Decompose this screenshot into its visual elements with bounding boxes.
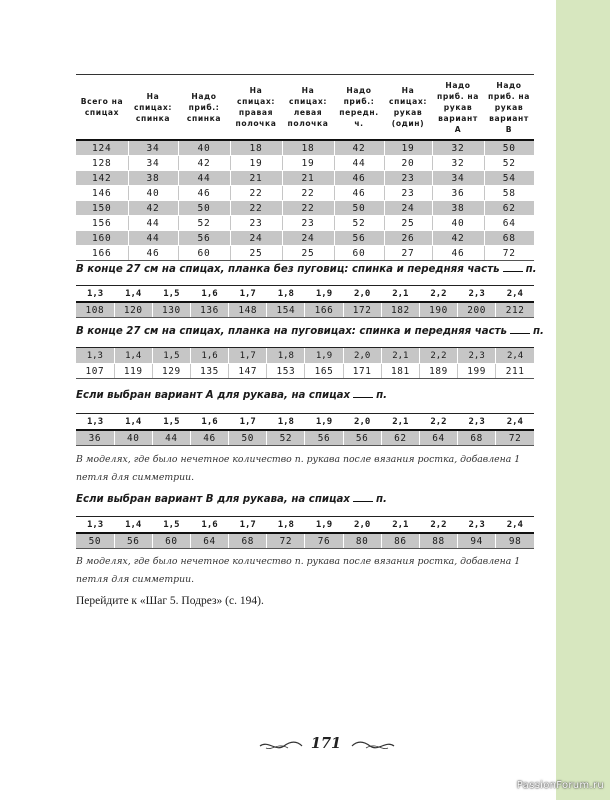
table-row bbox=[76, 156, 534, 171]
table-cell: 38 bbox=[432, 201, 484, 216]
gauge-cell: 1,8 bbox=[267, 414, 305, 431]
table-cell: 25 bbox=[282, 246, 334, 261]
table-cell: 23 bbox=[282, 216, 334, 231]
table-cell: 146 bbox=[76, 186, 128, 201]
gauge-cell: 1,4 bbox=[114, 517, 152, 534]
gauge-cell: 2,2 bbox=[419, 414, 457, 431]
gauge-cell: 1,5 bbox=[152, 348, 190, 364]
table-cell: 22 bbox=[230, 201, 282, 216]
stitch-count-cell: 182 bbox=[381, 302, 419, 318]
table-cell: 34 bbox=[128, 140, 178, 156]
stitch-count-cell: 94 bbox=[458, 533, 496, 549]
page-number: 171 bbox=[310, 735, 342, 752]
page-footer bbox=[258, 733, 398, 759]
stitch-count-cell: 136 bbox=[190, 302, 228, 318]
gauge-cell: 2,3 bbox=[458, 517, 496, 534]
table-cell: 24 bbox=[230, 231, 282, 246]
column-header: На спицах: левая полочка bbox=[282, 75, 334, 141]
stitch-count-cell: 88 bbox=[419, 533, 457, 549]
table-cell: 60 bbox=[178, 246, 230, 261]
gauge-cell: 1,8 bbox=[267, 286, 305, 303]
fill-in-blank bbox=[503, 262, 523, 272]
section-heading-no-buttons: В конце 27 см на спицах, планка без пуговиц: спинка и передняя часть п. bbox=[76, 264, 537, 275]
table-cell: 50 bbox=[178, 201, 230, 216]
gauge-cell: 1,4 bbox=[114, 414, 152, 431]
table-cell: 44 bbox=[128, 231, 178, 246]
table-cell: 22 bbox=[282, 186, 334, 201]
table-cell: 40 bbox=[178, 140, 230, 156]
table-cell: 166 bbox=[76, 246, 128, 261]
table-cell: 46 bbox=[128, 246, 178, 261]
stitch-count-cell: 36 bbox=[76, 430, 114, 446]
stitch-count-cell: 80 bbox=[343, 533, 381, 549]
gauge-cell: 2,1 bbox=[381, 348, 419, 364]
table-cell: 58 bbox=[484, 186, 534, 201]
stitch-count-cell: 56 bbox=[305, 430, 343, 446]
table-cell: 40 bbox=[128, 186, 178, 201]
gauge-cell: 1,6 bbox=[190, 348, 228, 364]
table-cell: 21 bbox=[282, 171, 334, 186]
stitch-count-cell: 130 bbox=[152, 302, 190, 318]
stitch-count-cell: 52 bbox=[267, 430, 305, 446]
table-row bbox=[76, 171, 534, 186]
gauge-cell: 1,4 bbox=[114, 348, 152, 364]
stitch-count-cell: 189 bbox=[419, 364, 457, 379]
sizing-table bbox=[76, 74, 534, 261]
table-cell: 18 bbox=[282, 140, 334, 156]
fill-in-blank bbox=[353, 388, 373, 398]
stitch-count-cell: 211 bbox=[496, 364, 534, 379]
symmetry-note-b: В моделях, где было нечетное количество п. рукава после вязания ростка, добавлена 1 петля для симметрии. bbox=[76, 556, 521, 585]
stitch-count-cell: 86 bbox=[381, 533, 419, 549]
column-header: Надо приб.: спинка bbox=[178, 75, 230, 141]
stitch-count-cell: 171 bbox=[343, 364, 381, 379]
table-cell: 27 bbox=[384, 246, 432, 261]
table-cell: 19 bbox=[282, 156, 334, 171]
column-header: На спицах: правая полочка bbox=[230, 75, 282, 141]
table-cell: 56 bbox=[334, 231, 384, 246]
column-header: Надо приб.: передн. ч. bbox=[334, 75, 384, 141]
column-header: Всего на спицах bbox=[76, 75, 128, 141]
table-row bbox=[76, 186, 534, 201]
table-row bbox=[76, 246, 534, 261]
table-cell: 46 bbox=[334, 171, 384, 186]
section-heading-with-buttons: В конце 27 см на спицах, планка на пуговицах: спинка и передняя часть п. bbox=[76, 326, 544, 337]
table-cell: 19 bbox=[230, 156, 282, 171]
table-cell: 50 bbox=[334, 201, 384, 216]
column-header: На спицах: спинка bbox=[128, 75, 178, 141]
table-cell: 18 bbox=[230, 140, 282, 156]
stitch-count-cell: 60 bbox=[152, 533, 190, 549]
gauge-cell: 1,8 bbox=[267, 517, 305, 534]
gauge-cell: 1,3 bbox=[76, 414, 114, 431]
table-row bbox=[76, 216, 534, 231]
gauge-cell: 1,3 bbox=[76, 286, 114, 303]
table-cell: 42 bbox=[334, 140, 384, 156]
gauge-cell: 2,1 bbox=[381, 286, 419, 303]
gauge-cell: 1,8 bbox=[267, 348, 305, 364]
gauge-cell: 1,5 bbox=[152, 414, 190, 431]
stitch-count-cell: 190 bbox=[419, 302, 457, 318]
stitch-count-cell: 98 bbox=[496, 533, 534, 549]
stitch-count-row bbox=[76, 364, 534, 379]
gauge-cell: 2,4 bbox=[496, 414, 534, 431]
table-cell: 156 bbox=[76, 216, 128, 231]
stitch-count-cell: 76 bbox=[305, 533, 343, 549]
table-cell: 124 bbox=[76, 140, 128, 156]
table-cell: 52 bbox=[484, 156, 534, 171]
gauge-table-no-buttons bbox=[76, 285, 534, 318]
stitch-count-cell: 108 bbox=[76, 302, 114, 318]
table-cell: 54 bbox=[484, 171, 534, 186]
column-header: Надо приб. на рукав вариант B bbox=[484, 75, 534, 141]
stitch-count-cell: 165 bbox=[305, 364, 343, 379]
side-color-band bbox=[556, 0, 610, 800]
table-cell: 24 bbox=[384, 201, 432, 216]
stitch-count-row bbox=[76, 302, 534, 318]
table-cell: 22 bbox=[282, 201, 334, 216]
gauge-cell: 2,4 bbox=[496, 517, 534, 534]
table-cell: 44 bbox=[334, 156, 384, 171]
table-cell: 23 bbox=[384, 171, 432, 186]
stitch-count-cell: 50 bbox=[76, 533, 114, 549]
table-cell: 72 bbox=[484, 246, 534, 261]
table-cell: 50 bbox=[484, 140, 534, 156]
gauge-cell: 1,6 bbox=[190, 286, 228, 303]
stitch-count-cell: 46 bbox=[190, 430, 228, 446]
gauge-cell: 2,3 bbox=[458, 348, 496, 364]
gauge-cell: 1,9 bbox=[305, 286, 343, 303]
gauge-cell: 1,7 bbox=[229, 286, 267, 303]
table-cell: 20 bbox=[384, 156, 432, 171]
table-cell: 34 bbox=[128, 156, 178, 171]
stitch-count-row bbox=[76, 430, 534, 446]
gauge-cell: 1,6 bbox=[190, 414, 228, 431]
table-cell: 160 bbox=[76, 231, 128, 246]
gauge-table-sleeve-a bbox=[76, 413, 534, 446]
gauge-cell: 2,0 bbox=[343, 517, 381, 534]
gauge-cell: 1,7 bbox=[229, 348, 267, 364]
table-cell: 32 bbox=[432, 156, 484, 171]
column-header: На спицах: рукав (один) bbox=[384, 75, 432, 141]
stitch-count-row bbox=[76, 533, 534, 549]
gauge-row bbox=[76, 348, 534, 364]
stitch-count-cell: 148 bbox=[229, 302, 267, 318]
table-cell: 44 bbox=[128, 216, 178, 231]
gauge-cell: 1,6 bbox=[190, 517, 228, 534]
stitch-count-cell: 199 bbox=[458, 364, 496, 379]
table-cell: 42 bbox=[128, 201, 178, 216]
table-row bbox=[76, 201, 534, 216]
table-cell: 23 bbox=[230, 216, 282, 231]
flourish-left-icon bbox=[258, 739, 304, 753]
table-cell: 52 bbox=[334, 216, 384, 231]
gauge-cell: 2,2 bbox=[419, 286, 457, 303]
gauge-cell: 1,9 bbox=[305, 348, 343, 364]
table-row bbox=[76, 140, 534, 156]
symmetry-note-a: В моделях, где было нечетное количество п. рукава после вязания ростка, добавлена 1 петля для симметрии. bbox=[76, 454, 521, 483]
table-cell: 60 bbox=[334, 246, 384, 261]
site-watermark: PassionForum.ru bbox=[516, 780, 604, 791]
section-heading-sleeve-b: Если выбран вариант B для рукава, на спицах п. bbox=[76, 494, 387, 505]
stitch-count-cell: 56 bbox=[343, 430, 381, 446]
gauge-cell: 2,3 bbox=[458, 286, 496, 303]
stitch-count-cell: 120 bbox=[114, 302, 152, 318]
table-cell: 24 bbox=[282, 231, 334, 246]
table-row bbox=[76, 231, 534, 246]
fill-in-blank bbox=[353, 492, 373, 502]
gauge-cell: 2,3 bbox=[458, 414, 496, 431]
stitch-count-cell: 68 bbox=[458, 430, 496, 446]
table-cell: 22 bbox=[230, 186, 282, 201]
gauge-cell: 2,0 bbox=[343, 348, 381, 364]
table-cell: 26 bbox=[384, 231, 432, 246]
table-cell: 44 bbox=[178, 171, 230, 186]
gauge-row bbox=[76, 517, 534, 534]
gauge-table-sleeve-b bbox=[76, 516, 534, 549]
table-cell: 25 bbox=[230, 246, 282, 261]
table-cell: 52 bbox=[178, 216, 230, 231]
table-cell: 32 bbox=[432, 140, 484, 156]
flourish-right-icon bbox=[350, 739, 396, 753]
stitch-count-cell: 135 bbox=[190, 364, 228, 379]
table-cell: 64 bbox=[484, 216, 534, 231]
stitch-count-cell: 119 bbox=[114, 364, 152, 379]
section-heading-sleeve-a: Если выбран вариант А для рукава, на спицах п. bbox=[76, 390, 388, 401]
stitch-count-cell: 72 bbox=[267, 533, 305, 549]
gauge-cell: 2,2 bbox=[419, 348, 457, 364]
stitch-count-cell: 172 bbox=[343, 302, 381, 318]
gauge-cell: 1,3 bbox=[76, 517, 114, 534]
stitch-count-cell: 56 bbox=[114, 533, 152, 549]
gauge-row bbox=[76, 414, 534, 431]
stitch-count-cell: 68 bbox=[229, 533, 267, 549]
stitch-count-cell: 154 bbox=[267, 302, 305, 318]
stitch-count-cell: 62 bbox=[381, 430, 419, 446]
gauge-cell: 1,7 bbox=[229, 414, 267, 431]
gauge-cell: 2,4 bbox=[496, 348, 534, 364]
table-cell: 46 bbox=[334, 186, 384, 201]
stitch-count-cell: 181 bbox=[381, 364, 419, 379]
stitch-count-cell: 212 bbox=[496, 302, 534, 318]
stitch-count-cell: 50 bbox=[229, 430, 267, 446]
table-cell: 42 bbox=[432, 231, 484, 246]
table-cell: 62 bbox=[484, 201, 534, 216]
stitch-count-cell: 64 bbox=[419, 430, 457, 446]
table-cell: 19 bbox=[384, 140, 432, 156]
stitch-count-cell: 147 bbox=[229, 364, 267, 379]
table-cell: 23 bbox=[384, 186, 432, 201]
gauge-cell: 2,0 bbox=[343, 286, 381, 303]
gauge-cell: 1,9 bbox=[305, 517, 343, 534]
gauge-cell: 2,1 bbox=[381, 517, 419, 534]
gauge-cell: 2,0 bbox=[343, 414, 381, 431]
gauge-cell: 2,2 bbox=[419, 517, 457, 534]
table-cell: 42 bbox=[178, 156, 230, 171]
gauge-row bbox=[76, 286, 534, 303]
gauge-cell: 2,4 bbox=[496, 286, 534, 303]
stitch-count-cell: 166 bbox=[305, 302, 343, 318]
table-cell: 56 bbox=[178, 231, 230, 246]
stitch-count-cell: 44 bbox=[152, 430, 190, 446]
gauge-cell: 1,5 bbox=[152, 286, 190, 303]
table-cell: 150 bbox=[76, 201, 128, 216]
gauge-cell: 1,4 bbox=[114, 286, 152, 303]
table-cell: 36 bbox=[432, 186, 484, 201]
stitch-count-cell: 129 bbox=[152, 364, 190, 379]
table-cell: 128 bbox=[76, 156, 128, 171]
stitch-count-cell: 64 bbox=[190, 533, 228, 549]
gauge-cell: 1,9 bbox=[305, 414, 343, 431]
table-cell: 40 bbox=[432, 216, 484, 231]
gauge-cell: 1,7 bbox=[229, 517, 267, 534]
table-cell: 142 bbox=[76, 171, 128, 186]
fill-in-blank bbox=[510, 324, 530, 334]
gauge-cell: 1,5 bbox=[152, 517, 190, 534]
table-cell: 68 bbox=[484, 231, 534, 246]
table-cell: 34 bbox=[432, 171, 484, 186]
stitch-count-cell: 107 bbox=[76, 364, 114, 379]
stitch-count-cell: 72 bbox=[496, 430, 534, 446]
table-cell: 38 bbox=[128, 171, 178, 186]
next-step-reference: Перейдите к «Шаг 5. Подрез» (с. 194). bbox=[76, 595, 264, 607]
stitch-count-cell: 153 bbox=[267, 364, 305, 379]
table-cell: 46 bbox=[178, 186, 230, 201]
column-header: Надо приб. на рукав вариант A bbox=[432, 75, 484, 141]
table-cell: 25 bbox=[384, 216, 432, 231]
stitch-count-cell: 40 bbox=[114, 430, 152, 446]
table-cell: 21 bbox=[230, 171, 282, 186]
stitch-count-cell: 200 bbox=[458, 302, 496, 318]
gauge-table-with-buttons bbox=[76, 347, 534, 379]
gauge-cell: 1,3 bbox=[76, 348, 114, 364]
gauge-cell: 2,1 bbox=[381, 414, 419, 431]
table-cell: 46 bbox=[432, 246, 484, 261]
